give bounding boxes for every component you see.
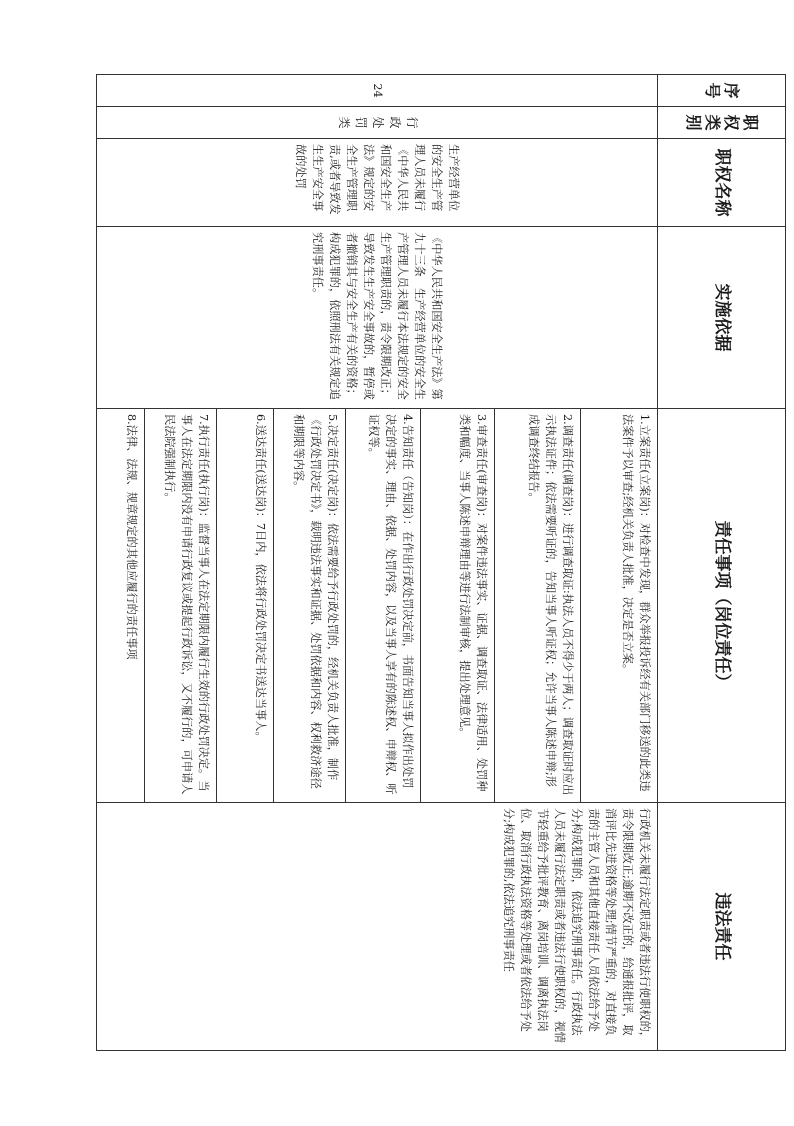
responsibility-table: [96, 74, 786, 1051]
header-basis: 实施依据: [658, 227, 786, 409]
row-basis: 《中华人民共和国安全生产法》第九十三条 生产经营单位的安全生产管理人员未履行本法规定的安全生产管理职责的，责令限期改正；导致发生生产安全事故的，暂停或者撤销其与安全生产有关的资格；构成犯罪的，依照刑法有关规定追究刑事责任。: [97, 227, 658, 409]
table-row: [581, 75, 658, 1051]
duty-item-5: 5.决定责任(决定岗)：依法需要给予行政处罚的，经机关负责人批准，制作《行政处罚决定书》，载明违法事实和证据、处罚依据和内容、权利救济途径和期限等内容。: [273, 409, 345, 803]
header-row: [658, 75, 786, 1051]
header-liability: 违法责任: [658, 803, 786, 1051]
duty-item-2: 2.调查责任(调查岗)：进行调查取证:执法人员不得少于两人；调查取证时应出示执法证件；依法需要听证的，告知当事人听证权；允许当事人陈述申辩;形成调查终结报告。: [495, 409, 581, 803]
header-category: 职权类别: [658, 107, 786, 139]
duty-item-4: 4.告知责任（告知岗）：在作出行政处罚决定前，书面告知当事人拟作出处罚决定的事实、理由、依据、处罚内容，以及当事人享有的陈述权、申辩权、听证权等。: [345, 409, 420, 803]
duty-item-6: 6.送达责任(送达岗)：7日内，依法将行政处罚决定书送达当事人。: [216, 409, 273, 803]
row-category: 行政处罚类: [97, 107, 658, 139]
duty-item-8: 8.法律、法规、规章规定的其他应履行的责任事项: [97, 409, 145, 803]
header-name: 职权名称: [658, 139, 786, 227]
rotated-page: [96, 74, 786, 1050]
header-seq: 序号: [658, 75, 786, 107]
row-seq: 24: [97, 75, 658, 107]
header-responsibility: 责任事项（岗位责任）: [658, 409, 786, 803]
duty-item-7: 7.执行责任(执行岗)：监督当事人在法定期限内履行生效的行政处罚决定。当事人在法定期限内没有申请行政复议或提起行政诉讼，又不履行的，可申请人民法院强制执行。: [144, 409, 216, 803]
duty-item-3: 3.审查责任(审查岗)：对案件违法事实、证据、调查取证、法律适用、处罚种类和幅度、当事人陈述申辩理由等进行法制审核，提出处理意见。: [420, 409, 495, 803]
row-liability: 行政机关未履行法定职责或者违法行使职权的，责令限期改正;逾期不改正的，给通报批评，取消评比先进资格等处理;情节严重的，对直接负责的主管人员和其他直接责任人员依法给予处分;构成犯罪的，依法追究刑事责任。行政执法人员未履行法定职责或者违法行使职权的，视情节轻重给予批评教育、离岗培训、调离执法岗位、取消行政执法资格等处理或者依法给予处分;构成犯罪的,依法追究刑事责任: [97, 803, 658, 1051]
row-name: 生产经营单位的安全生产管理人员未履行《中华人民共和国安全生产法》规定的安全生产管理职责,或者导致发生生产安全事故的处罚: [97, 139, 658, 227]
duty-item-1: 1.立案责任(立案岗)：对检查中发现，群众举报投诉经有关部门移送的此类违法案件予以审查;经机关负责人批准，决定是否立案。: [581, 409, 658, 803]
